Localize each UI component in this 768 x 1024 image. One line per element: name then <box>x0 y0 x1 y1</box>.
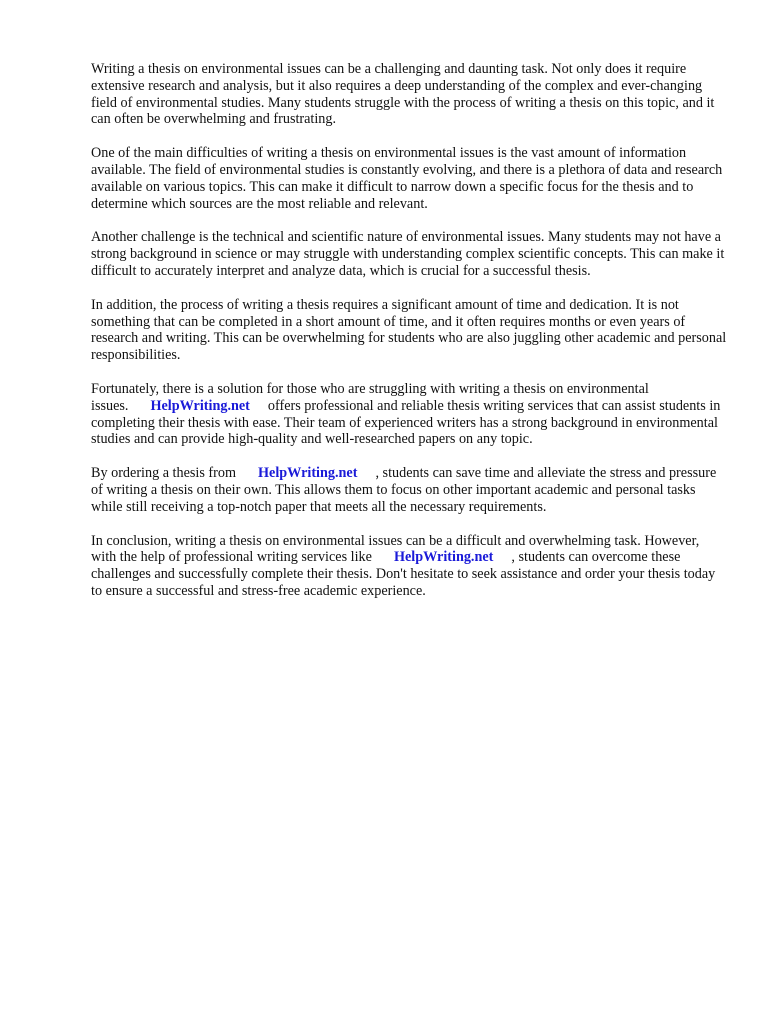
paragraph-ordering <box>91 465 727 515</box>
helpwriting-link[interactable]: HelpWriting.net <box>258 465 358 482</box>
paragraph-time-commitment: In addition, the process of writing a thesis requires a significant amount of time and dedication. It is not something that can be completed in a short amount of time, and it often requires months or even years of research and writing. This can be overwhelming for students who are also juggling other academic and personal responsibilities. <box>91 296 727 364</box>
document-body <box>91 61 727 617</box>
paragraph-intro: Writing a thesis on environmental issues can be a challenging and daunting task. Not only does it require extensive research and analysis, but it also requires a deep understanding of the complex and ever-changing field of environmental studies. Many students struggle with the process of writing a thesis on this topic, and it can often be overwhelming and frustrating. <box>91 61 715 128</box>
paragraph-conclusion <box>91 533 727 600</box>
paragraph-information-overload: One of the main difficulties of writing a thesis on environmental issues is the vast amount of information available. The field of environmental studies is constantly evolving, and there is a plethora of data and research available on various topics. This can make it difficult to narrow down a specific focus for the thesis and to determine which sources are the most reliable and relevant. <box>91 145 723 212</box>
paragraph-text: offers professional and reliable thesis writing services that can assist students in completing their thesis with ease. Their team of experienced writers has a strong background in environmental studies and can provide high-quality and well-researched papers on any topic. <box>91 397 721 448</box>
helpwriting-link[interactable]: HelpWriting.net <box>150 397 250 414</box>
helpwriting-link[interactable]: HelpWriting.net <box>393 549 494 566</box>
paragraph-solution <box>91 381 727 448</box>
paragraph-text: , students can overcome these challenges and successfully complete their thesis. Don't hesitate to seek assistance and order your thesis today to ensure a successful and stress-free academic experience. <box>91 549 716 599</box>
paragraph-text: By ordering a thesis from <box>91 465 236 482</box>
paragraph-text: In conclusion, writing a thesis on environmental issues can be a difficult and overwhelming task. However, with the help of professional writing services like <box>91 532 700 566</box>
paragraph-text: , students can save time and alleviate the stress and pressure of writing a thesis on their own. This allows them to focus on other important academic and personal tasks while still receiving a top-notch paper that meets all the necessary requirements. <box>91 465 717 515</box>
paragraph-text: Fortunately, there is a solution for those who are struggling with writing a thesis on environmental issues. <box>91 380 649 414</box>
paragraph-technical-challenge: Another challenge is the technical and scientific nature of environmental issues. Many students may not have a strong background in science or may struggle with understanding complex scientific concepts. This can make it difficult to accurately interpret and analyze data, which is crucial for a successful thesis. <box>91 229 725 279</box>
